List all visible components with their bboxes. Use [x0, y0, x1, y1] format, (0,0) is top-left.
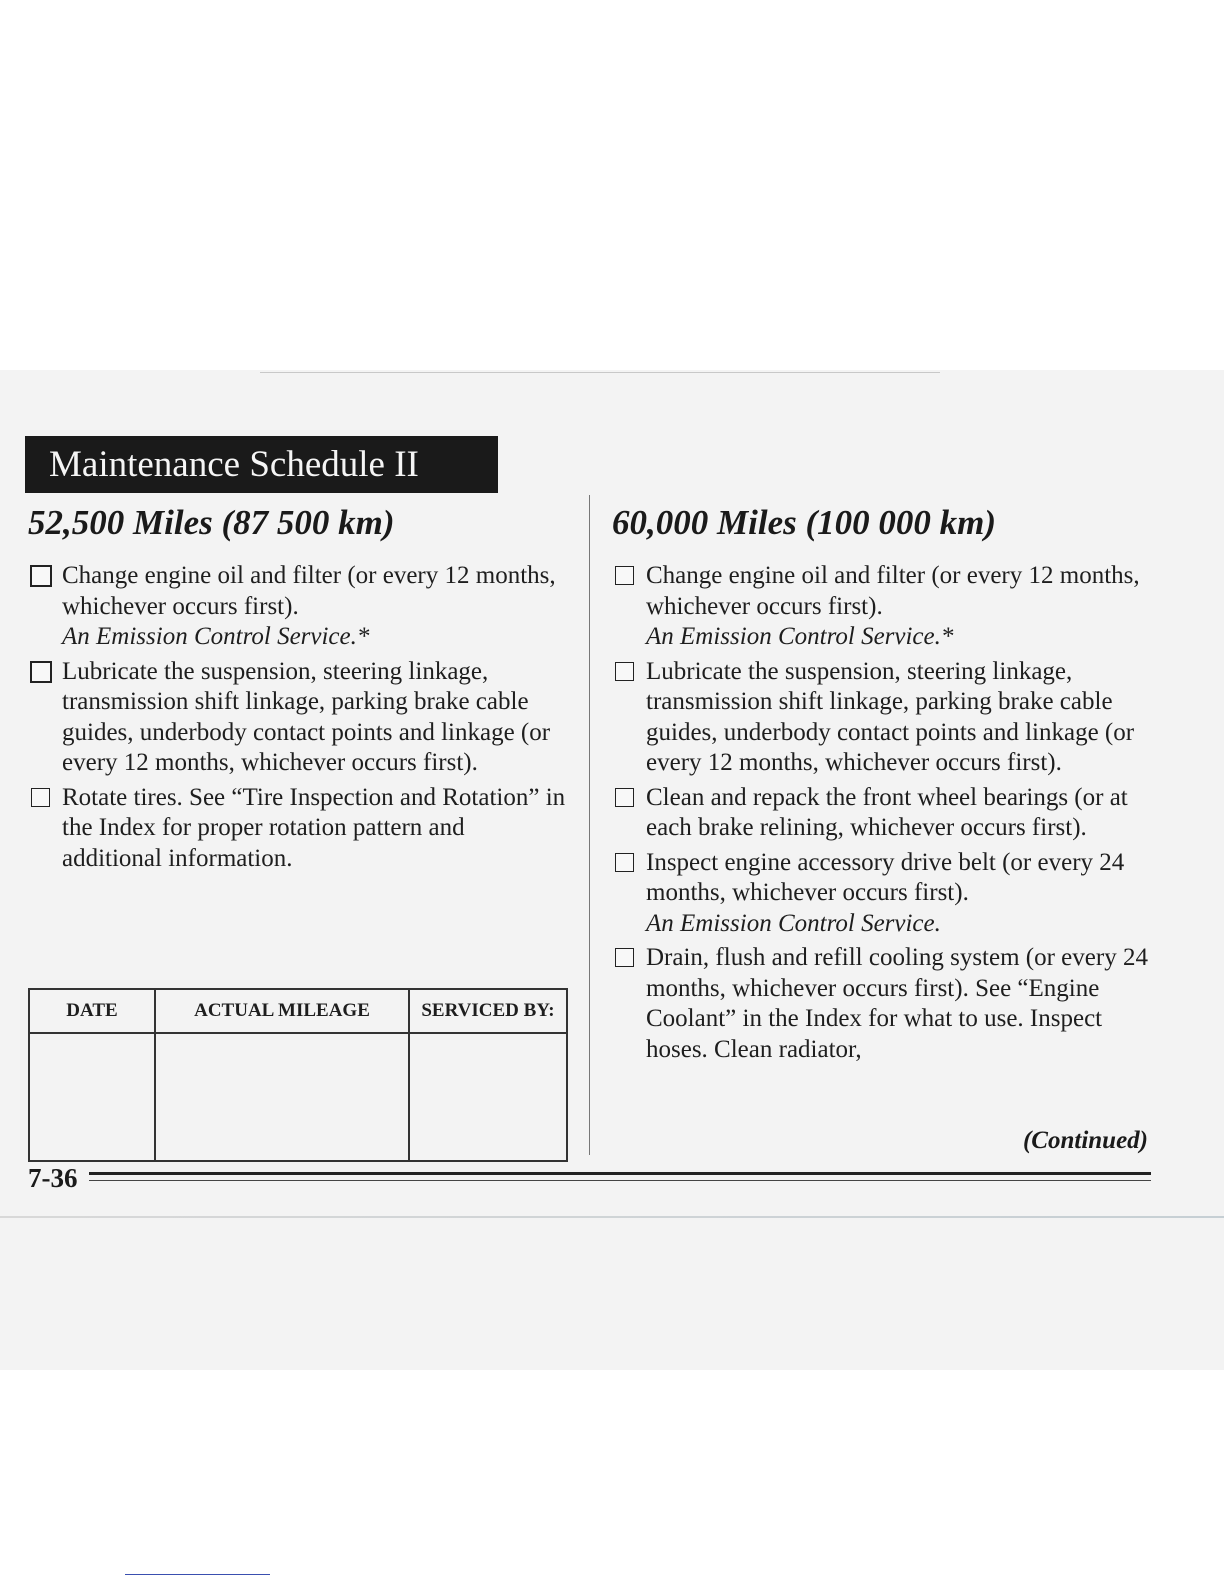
left-interval-title: 52,500 Miles (87 500 km)	[28, 503, 395, 542]
item-text: Inspect engine accessory drive belt (or every 24 months, whichever occurs first).	[646, 848, 1125, 906]
item-text: Lubricate the suspension, steering linkage, transmission shift linkage, parking brake cable guides, underbody contact points and linkage (or every 12 months, whichever occurs first).	[646, 657, 1135, 776]
column-header-mileage: ACTUAL MILEAGE	[155, 989, 409, 1033]
checkbox-icon[interactable]	[31, 788, 50, 807]
continued-label: (Continued)	[1022, 1127, 1148, 1154]
serviced-by-cell[interactable]	[409, 1033, 567, 1161]
emission-note: An Emission Control Service.	[646, 909, 941, 937]
checkbox-icon[interactable]	[615, 948, 634, 967]
bottom-rule	[0, 1216, 1224, 1218]
checkbox-icon[interactable]	[615, 662, 634, 681]
column-header-serviced-by: SERVICED BY:	[409, 989, 567, 1033]
column-divider	[589, 495, 590, 1155]
checkbox-icon[interactable]	[615, 853, 634, 872]
item-text: Rotate tires. See “Tire Inspection and Rotation” in the Index for proper rotation pattern and additional information.	[62, 783, 566, 872]
checkbox-icon[interactable]	[30, 565, 52, 587]
checkbox-icon[interactable]	[30, 661, 52, 683]
checklist-item	[612, 943, 1152, 1065]
item-text: Change engine oil and filter (or every 12 months, whichever occurs first).	[62, 562, 556, 620]
item-text: Clean and repack the front wheel bearings (or at each brake relining, whichever occurs first).	[646, 783, 1128, 841]
mileage-cell[interactable]	[155, 1033, 409, 1161]
item-text: Drain, flush and refill cooling system (or every 24 months, whichever occurs first). See “Engine Coolant” in the Index for what to use. Inspect hoses. Clean radiator,	[646, 944, 1148, 1063]
service-log-table	[28, 988, 568, 1162]
checklist-item	[612, 848, 1152, 940]
emission-note: An Emission Control Service.*	[62, 623, 370, 650]
footer-rule	[89, 1172, 1151, 1175]
checklist-item	[28, 561, 568, 653]
item-text: Lubricate the suspension, steering linkage, transmission shift linkage, parking brake cable guides, underbody contact points and linkage (or every 12 months, whichever occurs first).	[62, 657, 551, 776]
checklist-item	[612, 561, 1152, 653]
left-checklist	[28, 561, 568, 878]
section-header: Maintenance Schedule II	[25, 436, 498, 493]
checkbox-icon[interactable]	[615, 788, 634, 807]
date-cell[interactable]	[29, 1033, 155, 1161]
checklist-item	[28, 657, 568, 779]
checklist-item	[28, 783, 568, 875]
page-number: 7-36	[28, 1163, 78, 1193]
footer-rule-thin	[89, 1180, 1151, 1181]
checkbox-icon[interactable]	[615, 566, 634, 585]
emission-note: An Emission Control Service.*	[646, 623, 954, 650]
top-rule	[260, 372, 940, 373]
checklist-item	[612, 783, 1152, 844]
column-header-date: DATE	[29, 989, 155, 1033]
item-text: Change engine oil and filter (or every 12 months, whichever occurs first).	[646, 562, 1140, 620]
right-interval-title: 60,000 Miles (100 000 km)	[612, 503, 997, 542]
right-checklist	[612, 561, 1152, 1069]
stray-line	[125, 1574, 270, 1575]
checklist-item	[612, 657, 1152, 779]
